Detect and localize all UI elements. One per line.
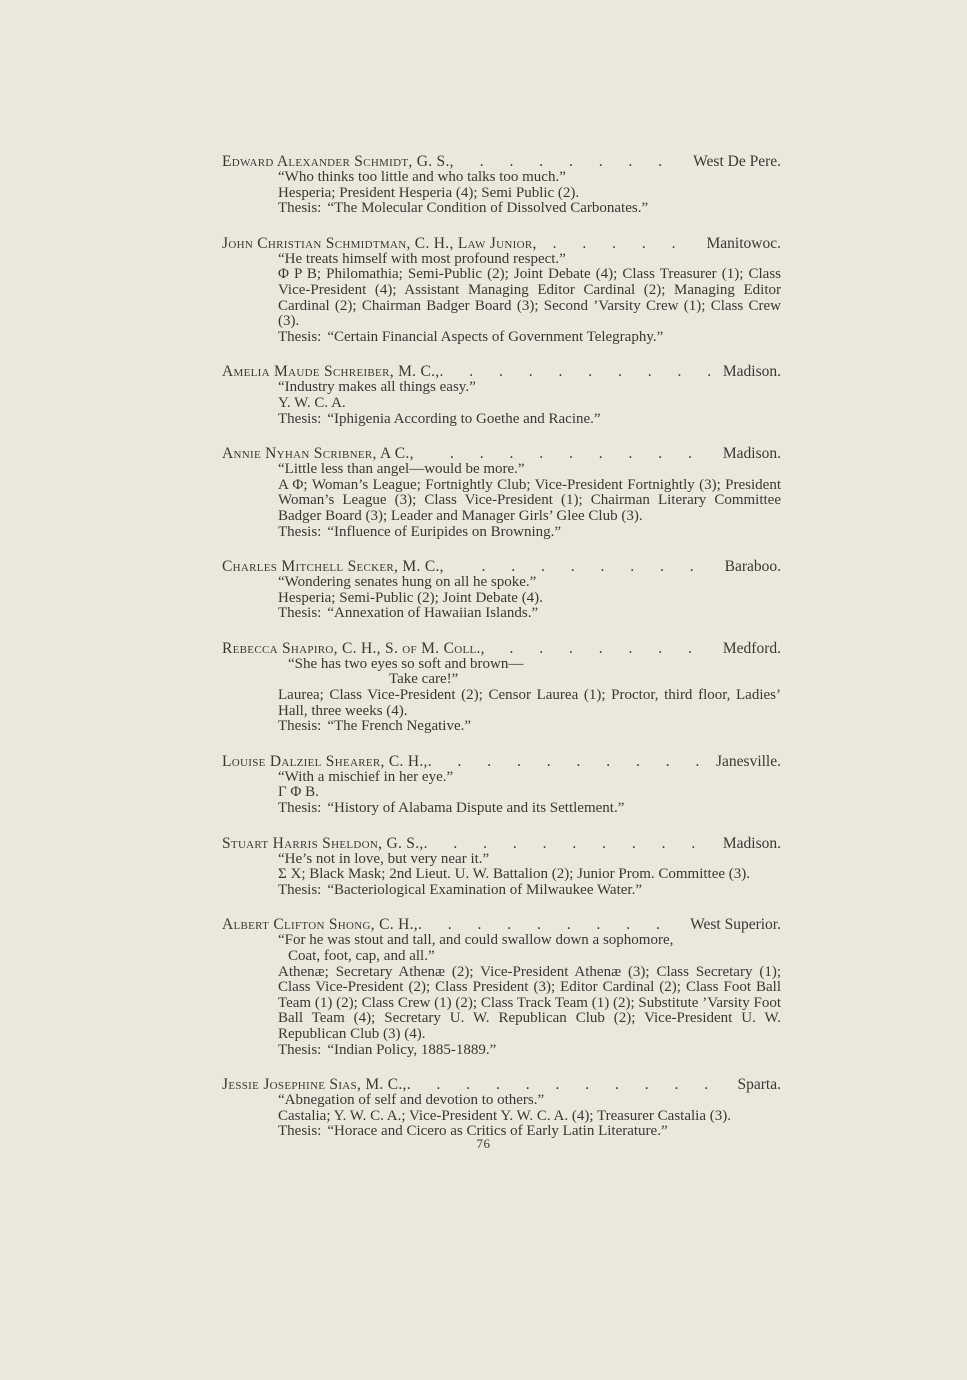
entry-heading <box>222 836 781 852</box>
activities: Athenæ; Secretary Athenæ (2); Vice-President Athenæ (3); Class Secretary (1); Class Vice-President (2); Class President (3); Editor Cardinal (2); Class Foot Ball Team (1) (2); Class Crew (1) (2); Class Track Team (1) (2); Substitute ’Varsity Foot Ball Team (4); Secretary U. W. Republican Club (2); Vice-President U. W. Republican Club (3) (4). <box>278 963 781 1042</box>
entry-shong-albert <box>222 917 781 1058</box>
leader-dots: . . . . . . . <box>479 154 674 170</box>
thesis-label: Thesis: <box>278 1123 322 1140</box>
motto-quote: “For he was stout and tall, and could swallow down a sophomore, <box>278 932 674 949</box>
student-name: Louise Dalziel Shearer, C. H., <box>222 752 428 770</box>
entry-heading <box>222 236 781 252</box>
thesis-label: Thesis: <box>278 605 322 622</box>
leader-dots: . . . . . . . <box>509 640 703 657</box>
entry-heading <box>222 1077 781 1093</box>
leader-dots: . . . . . <box>552 235 687 252</box>
motto-quote: “Wondering senates hung on all he spoke.” <box>278 574 537 591</box>
entry-heading <box>222 559 781 575</box>
entry-secker-charles <box>222 559 781 622</box>
leader-dots: . . . . . . . . . . <box>423 835 707 852</box>
entry-heading <box>222 446 781 462</box>
activities: Γ Φ B. <box>278 784 319 801</box>
student-name: Stuart Harris Sheldon, G. S., <box>222 834 424 852</box>
entry-heading <box>222 917 781 933</box>
entry-sias-jessie <box>222 1077 781 1140</box>
hometown: Madison. <box>722 834 781 852</box>
motto-quote: “Abnegation of self and devotion to others.” <box>278 1092 545 1109</box>
thesis-title: “Horace and Cicero as Critics of Early Latin Literature.” <box>327 1123 668 1140</box>
thesis-line <box>278 801 781 817</box>
thesis-title: “Iphigenia According to Goethe and Racine.” <box>327 410 601 427</box>
hometown: West De Pere. <box>693 153 781 170</box>
entry-sheldon-stuart <box>222 836 781 899</box>
motto-quote: “Little less than angel—would be more.” <box>278 461 525 478</box>
motto-quote-continued: Coat, foot, cap, and all.” <box>288 948 435 964</box>
thesis-title: “Certain Financial Aspects of Government Telegraphy.” <box>327 328 664 345</box>
leader-dots: . . . . . . . . . <box>417 917 671 934</box>
entry-shapiro-rebecca <box>222 641 781 735</box>
activities: Hesperia; President Hesperia (4); Semi Public (2). <box>278 184 580 201</box>
thesis-line <box>278 201 781 217</box>
leader-dots: . . . . . . . . <box>481 559 705 576</box>
thesis-title: “The Molecular Condition of Dissolved Carbonates.” <box>327 200 649 217</box>
student-name: John Christian Schmidtman, C. H., Law Junior, <box>222 234 537 252</box>
leader-dots: . . . . . . . . . . <box>427 753 711 770</box>
thesis-label: Thesis: <box>278 1041 322 1058</box>
thesis-label: Thesis: <box>278 800 322 817</box>
thesis-line <box>278 719 781 735</box>
thesis-title: “Influence of Euripides on Browning.” <box>327 523 562 540</box>
motto-quote: “Who thinks too little and who talks too much.” <box>278 169 566 185</box>
entry-heading <box>222 754 781 770</box>
thesis-line <box>278 412 781 428</box>
thesis-title: “History of Alabama Dispute and its Settlement.” <box>327 800 625 817</box>
entry-heading <box>222 641 781 657</box>
page-number: 76 <box>476 1136 491 1151</box>
hometown: Madison. <box>722 363 781 381</box>
student-name: Rebecca Shapiro, C. H., S. of M. Coll., <box>222 639 485 657</box>
leader-dots: . . . . . . . . . . <box>439 364 723 381</box>
activities: Σ X; Black Mask; 2nd Lieut. U. W. Battalion (2); Junior Prom. Committee (3). <box>278 866 751 883</box>
hometown: Sparta. <box>737 1076 781 1094</box>
student-name: Albert Clifton Shong, C. H., <box>222 916 418 934</box>
leader-dots: . . . . . . . . . . . <box>406 1077 720 1094</box>
entry-shearer-louise <box>222 754 781 817</box>
student-name: Edward Alexander Schmidt, G. S., <box>222 153 454 170</box>
motto-quote: “With a mischief in her eye.” <box>278 768 454 785</box>
hometown: Baraboo. <box>724 558 781 576</box>
thesis-line <box>278 330 781 346</box>
thesis-line <box>278 1043 781 1059</box>
thesis-label: Thesis: <box>278 523 322 540</box>
entry-heading <box>222 364 781 380</box>
motto-quote: “She has two eyes so soft and brown— <box>288 655 524 672</box>
thesis-label: Thesis: <box>278 200 322 217</box>
entry-schmidt-edward <box>222 154 781 217</box>
activities: Laurea; Class Vice-President (2); Censor Laurea (1); Proctor, third floor, Ladies’ Hall, three weeks (4). <box>278 687 781 719</box>
thesis-label: Thesis: <box>278 718 322 735</box>
motto-quote-continued: Take care!” <box>389 671 459 688</box>
entry-schmidtman-john <box>222 236 781 346</box>
activities: Α Φ; Woman’s League; Fortnightly Club; Vice-President Fortnightly (3); President Woman’s League (3); Class Vice-President (1); Chairman Literary Committee Badger Board (3); Leader and Manager Girls’ Glee Club (3). <box>278 476 781 524</box>
activities: Castalia; Y. W. C. A.; Vice-President Y. W. C. A. (4); Treasurer Castalia (3). <box>278 1107 731 1124</box>
student-name: Annie Nyhan Scribner, A C., <box>222 445 414 463</box>
motto-quote: “He’s not in love, but very near it.” <box>278 850 490 867</box>
entry-scribner-annie <box>222 446 781 540</box>
thesis-label: Thesis: <box>278 328 322 345</box>
student-name: Jessie Josephine Sias, M. C., <box>222 1076 407 1094</box>
student-name: Charles Mitchell Secker, M. C., <box>222 558 444 576</box>
thesis-title: “Bacteriological Examination of Milwaukee Water.” <box>327 881 642 898</box>
thesis-title: “The French Negative.” <box>327 718 472 735</box>
motto-quote: “He treats himself with most profound respect.” <box>278 250 566 267</box>
thesis-line <box>278 606 781 622</box>
activities: Hesperia; Semi-Public (2); Joint Debate (4). <box>278 589 543 606</box>
leader-dots: . . . . . . . . . <box>450 446 703 463</box>
activities: Y. W. C. A. <box>278 394 346 411</box>
hometown: Medford. <box>722 639 781 657</box>
entry-schreiber-amelia <box>222 364 781 427</box>
hometown: Manitowoc. <box>706 234 781 252</box>
entry-heading <box>222 154 781 170</box>
page-content <box>222 154 781 1159</box>
student-name: Amelia Maude Schreiber, M. C., <box>222 363 440 381</box>
activities: Φ P B; Philomathia; Semi-Public (2); Joint Debate (4); Class Treasurer (1); Class Vice-President (4); Assistant Managing Editor Cardinal (2); Managing Editor Cardinal (2); Chairman Badger Board (3); Second ’Varsity Crew (1); Class Crew (3). <box>278 266 781 330</box>
hometown: Janesville. <box>716 752 781 770</box>
thesis-label: Thesis: <box>278 410 322 427</box>
thesis-title: “Indian Policy, 1885-1889.” <box>327 1041 497 1058</box>
hometown: Madison. <box>722 445 781 463</box>
thesis-label: Thesis: <box>278 881 322 898</box>
thesis-line <box>278 883 781 899</box>
motto-quote: “Industry makes all things easy.” <box>278 379 476 396</box>
thesis-line <box>278 525 781 541</box>
hometown: West Superior. <box>690 916 781 934</box>
thesis-title: “Annexation of Hawaiian Islands.” <box>327 605 539 622</box>
